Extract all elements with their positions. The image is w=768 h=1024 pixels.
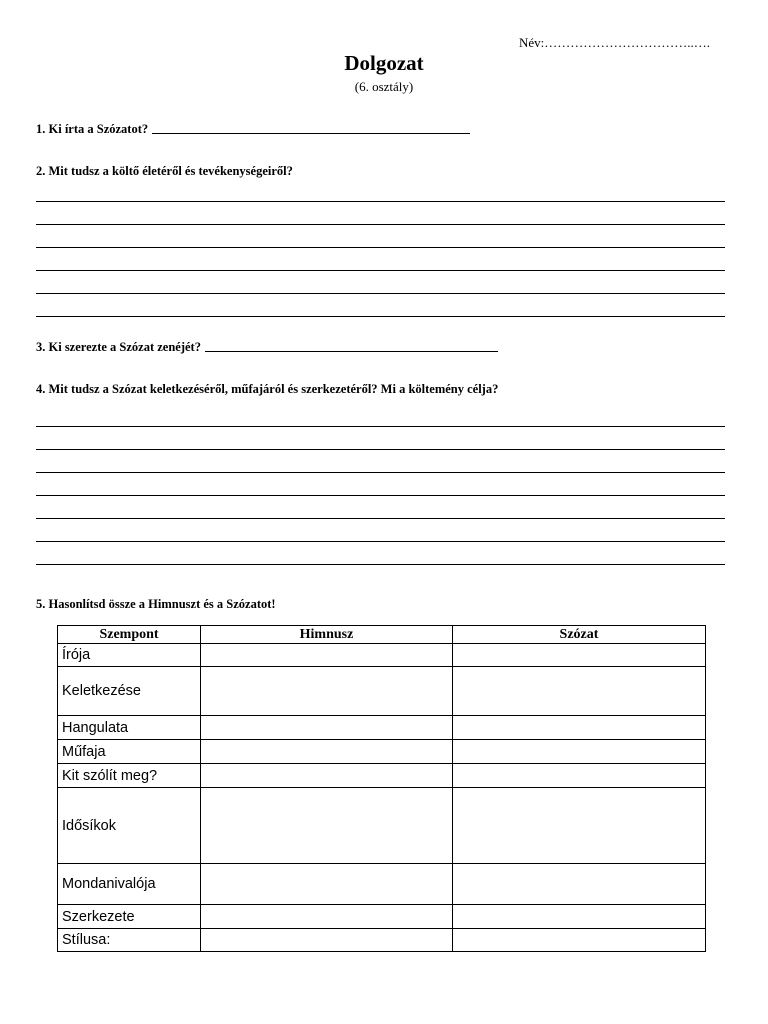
name-field-label: Név:……………………………..…. xyxy=(519,35,711,50)
himnusz-cell[interactable] xyxy=(201,905,453,929)
question-4 xyxy=(36,382,498,397)
table-row xyxy=(58,905,706,929)
himnusz-cell[interactable] xyxy=(201,740,453,764)
table-row xyxy=(58,788,706,864)
himnusz-cell[interactable] xyxy=(201,929,453,952)
szozat-cell[interactable] xyxy=(453,905,706,929)
szozat-cell[interactable] xyxy=(453,764,706,788)
page-title: Dolgozat xyxy=(344,51,424,75)
row-label: Műfaja xyxy=(58,740,201,764)
row-label: Mondanivalója xyxy=(58,864,201,905)
himnusz-cell[interactable] xyxy=(201,644,453,667)
row-label: Idősíkok xyxy=(58,788,201,864)
himnusz-cell[interactable] xyxy=(201,716,453,740)
table-row xyxy=(58,644,706,667)
szozat-cell[interactable] xyxy=(453,644,706,667)
row-label: Hangulata xyxy=(58,716,201,740)
himnusz-cell[interactable] xyxy=(201,788,453,864)
page-subtitle: (6. osztály) xyxy=(354,79,414,94)
answer-line[interactable] xyxy=(36,541,725,542)
answer-line[interactable] xyxy=(36,270,725,271)
table-row xyxy=(58,929,706,952)
comparison-table xyxy=(57,625,706,952)
row-label: Kit szólít meg? xyxy=(58,764,201,788)
table-row xyxy=(58,716,706,740)
table-row xyxy=(58,667,706,716)
question-1 xyxy=(36,122,470,137)
table-row xyxy=(58,740,706,764)
row-label: Keletkezése xyxy=(58,667,201,716)
himnusz-cell[interactable] xyxy=(201,667,453,716)
question-4-text: 4. Mit tudsz a Szózat keletkezéséről, műfajáról és szerkezetéről? Mi a költemény célja? xyxy=(36,382,499,396)
question-5-text: 5. Hasonlítsd össze a Himnuszt és a Szózatot! xyxy=(36,597,276,611)
table-row xyxy=(58,764,706,788)
question-2 xyxy=(36,164,293,179)
column-header-szozat: Szózat xyxy=(453,626,706,644)
answer-line[interactable] xyxy=(36,472,725,473)
question-2-text: 2. Mit tudsz a költő életéről és tevékenységeiről? xyxy=(36,164,293,178)
answer-line[interactable] xyxy=(36,564,725,565)
answer-line[interactable] xyxy=(36,449,725,450)
row-label: Írója xyxy=(58,644,201,667)
answer-line[interactable] xyxy=(36,201,725,202)
szozat-cell[interactable] xyxy=(453,667,706,716)
question-1-text: 1. Ki írta a Szózatot? xyxy=(36,122,149,136)
question-1-answer-blank[interactable] xyxy=(152,132,470,134)
answer-line[interactable] xyxy=(36,247,725,248)
answer-line[interactable] xyxy=(36,518,725,519)
answer-line[interactable] xyxy=(36,495,725,496)
answer-line[interactable] xyxy=(36,426,725,427)
szozat-cell[interactable] xyxy=(453,716,706,740)
himnusz-cell[interactable] xyxy=(201,764,453,788)
row-label: Stílusa: xyxy=(58,929,201,952)
szozat-cell[interactable] xyxy=(453,929,706,952)
szozat-cell[interactable] xyxy=(453,740,706,764)
row-label: Szerkezete xyxy=(58,905,201,929)
table-row xyxy=(58,864,706,905)
answer-line[interactable] xyxy=(36,316,725,317)
answer-line[interactable] xyxy=(36,293,725,294)
szozat-cell[interactable] xyxy=(453,864,706,905)
szozat-cell[interactable] xyxy=(453,788,706,864)
question-3 xyxy=(36,340,498,355)
column-header-himnusz: Himnusz xyxy=(201,626,453,644)
table-header-row xyxy=(58,626,706,644)
answer-line[interactable] xyxy=(36,224,725,225)
himnusz-cell[interactable] xyxy=(201,864,453,905)
column-header-criterion: Szempont xyxy=(58,626,201,644)
question-3-text: 3. Ki szerezte a Szózat zenéjét? xyxy=(36,340,201,354)
question-5 xyxy=(36,597,276,612)
question-3-answer-blank[interactable] xyxy=(205,350,498,352)
